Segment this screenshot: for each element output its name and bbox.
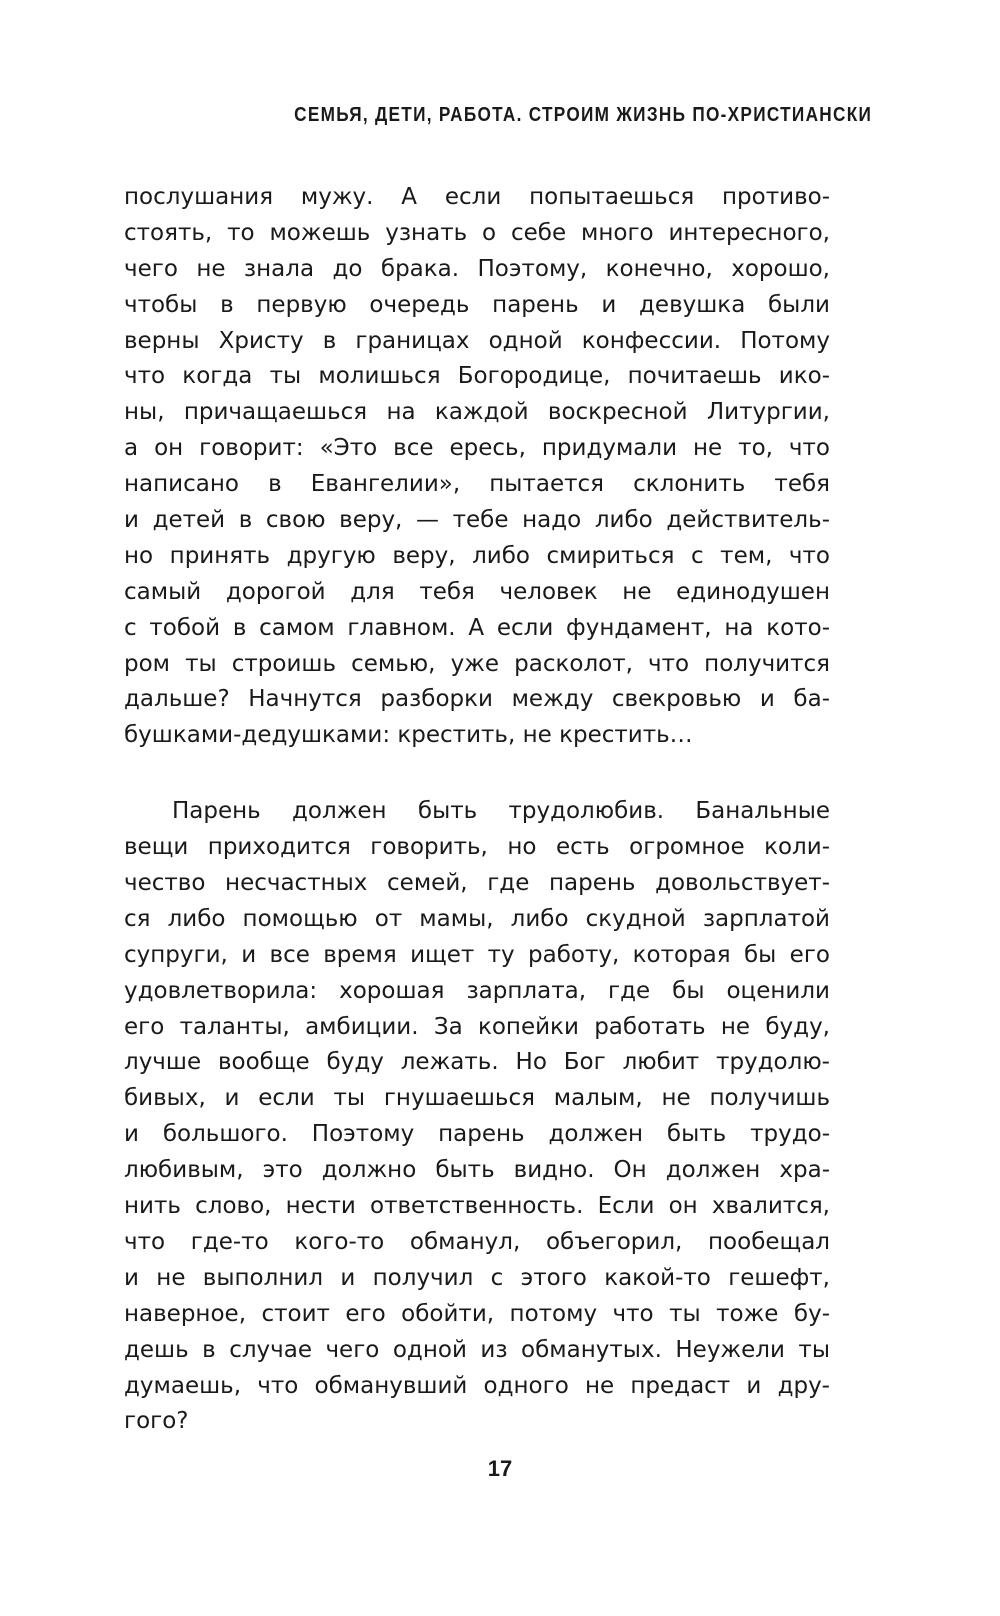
- text-line: наверное, стоит его обойти, потому что ты тоже бу-: [124, 1300, 830, 1327]
- text-line: с тобой в самом главном. А если фундамент, на кото-: [124, 614, 830, 641]
- paragraph-1: [124, 180, 830, 754]
- text-line: лучше вообще буду лежать. Но Бог любит трудолю-: [124, 1049, 830, 1076]
- text-line: и детей в свою веру, — тебе надо либо действитель-: [124, 507, 830, 534]
- text-line: удовлетворила: хорошая зарплата, где бы оценили: [124, 977, 830, 1004]
- text-line: и большого. Поэтому парень должен быть трудо-: [124, 1121, 830, 1148]
- text-line: чтобы в первую очередь парень и девушка были: [124, 291, 830, 318]
- text-line: чество несчастных семей, где парень довольствует-: [124, 870, 830, 897]
- text-line: нить слово, нести ответственность. Если он хвалится,: [124, 1193, 830, 1220]
- text-line: бушками-дедушками: крестить, не крестить…: [124, 722, 693, 749]
- text-line: гого?: [124, 1408, 189, 1435]
- text-line: написано в Евангелии», пытается склонить тебя: [124, 471, 830, 498]
- text-line: дешь в случае чего одной из обманутых. Неужели ты: [124, 1336, 830, 1363]
- text-line: супруги, и все время ищет ту работу, которая бы его: [124, 941, 830, 968]
- text-line: верны Христу в границах одной конфессии. Потому: [124, 327, 830, 354]
- text-line: что когда ты молишься Богородице, почитаешь ико-: [124, 363, 830, 390]
- text-line: вещи приходится говорить, но есть огромное коли-: [124, 834, 830, 861]
- text-line: а он говорит: «Это все ересь, придумали не то, что: [124, 435, 830, 462]
- text-line: думаешь, что обманувший одного не предаст и дру-: [124, 1372, 830, 1399]
- page-number: 17: [487, 1456, 513, 1481]
- paragraph-2: [124, 794, 830, 1440]
- text-line: бивых, и если ты гнушаешься малым, не получишь: [124, 1085, 830, 1112]
- text-line: его таланты, амбиции. За копейки работать не буду,: [124, 1013, 830, 1040]
- text-line: Парень должен быть трудолюбив. Банальные: [172, 798, 830, 825]
- text-line: стоять, то можешь узнать о себе много интересного,: [124, 219, 830, 246]
- text-line: послушания мужу. А если попытаешься противо-: [124, 184, 830, 210]
- paragraph-gap: [124, 754, 830, 794]
- text-line: самый дорогой для тебя человек не единодушен: [124, 578, 830, 605]
- text-line: ны, причащаешься на каждой воскресной Литургии,: [124, 399, 830, 426]
- text-line: любивым, это должно быть видно. Он должен хра-: [124, 1157, 830, 1184]
- text-line: ся либо помощью от мамы, либо скудной зарплатой: [124, 905, 830, 932]
- text-line: дальше? Начнутся разборки между свекровью и ба-: [124, 686, 830, 713]
- text-line: и не выполнил и получил с этого какой-то гешефт,: [124, 1264, 830, 1291]
- body-text: [124, 180, 830, 1440]
- text-line: но принять другую веру, либо смириться с тем, что: [124, 542, 830, 569]
- text-line: что где-то кого-то обманул, объегорил, пообещал: [124, 1228, 830, 1255]
- running-header: СЕМЬЯ, ДЕТИ, РАБОТА. СТРОИМ ЖИЗНЬ ПО-ХРИСТИАНСКИ: [293, 104, 872, 126]
- text-line: ром ты строишь семью, уже расколот, что получится: [124, 650, 830, 677]
- text-line: чего не знала до брака. Поэтому, конечно, хорошо,: [124, 255, 830, 282]
